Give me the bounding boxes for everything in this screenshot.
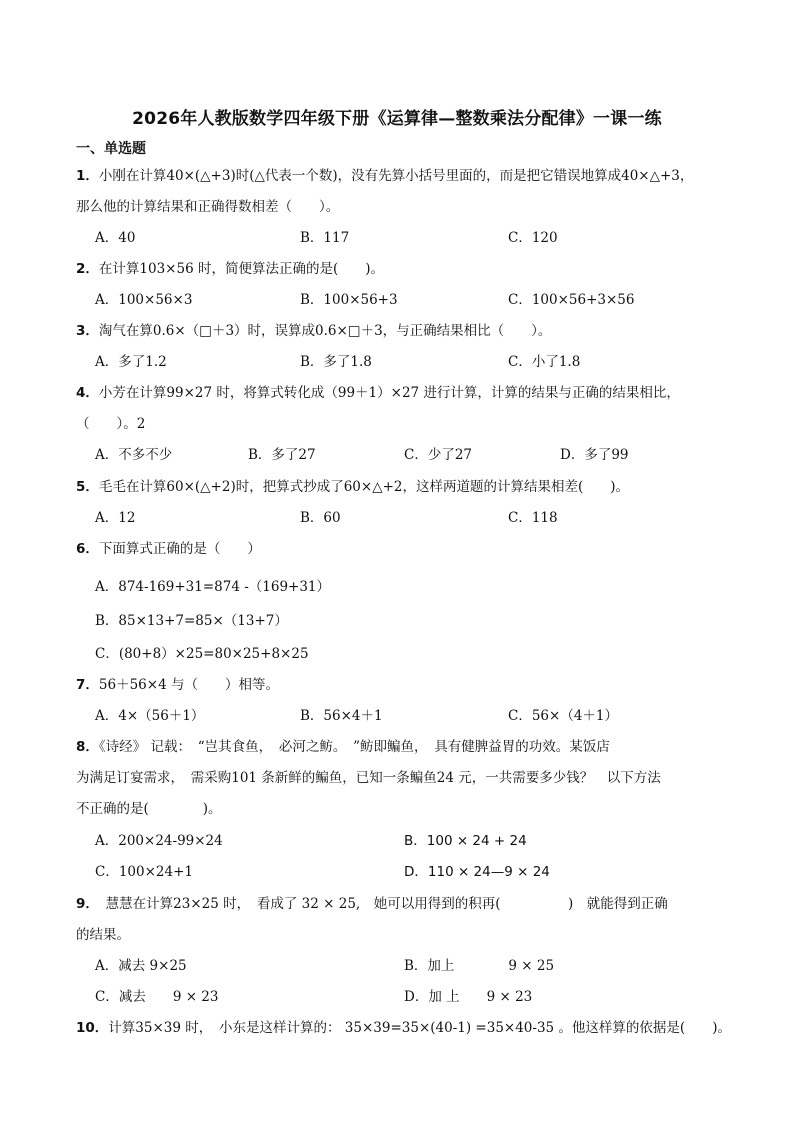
question-4-line-2: （ ）。2 (76, 416, 146, 432)
question-7-line-1 (76, 676, 279, 694)
question-number: 1． (76, 168, 99, 184)
question-2-option-b[interactable]: B．100×56+3 (300, 292, 398, 308)
question-8-option-b[interactable]: B．100 × 24 + 24 (404, 833, 527, 849)
question-1-line-1 (76, 167, 693, 185)
question-5-option-c[interactable]: C．118 (508, 510, 558, 526)
question-4-line-1 (76, 384, 680, 402)
question-number: 7． (76, 677, 99, 693)
question-4-option-b[interactable]: B．多了27 (248, 447, 316, 463)
question-4-option-d[interactable]: D．多了99 (560, 447, 629, 463)
question-9-option-d[interactable]: D．加 上 9 × 23 (404, 989, 533, 1005)
question-3-option-a[interactable]: A．多了1.2 (95, 354, 167, 370)
question-6-line-1 (76, 540, 261, 558)
question-3-line-1 (76, 322, 551, 340)
question-3-option-b[interactable]: B．多了1.8 (300, 354, 372, 370)
question-text: 毛毛在计算60×(△+2)时，把算式抄成了60×△+2，这样两道题的计算结果相差( )。 (98, 479, 630, 495)
question-4-option-c[interactable]: C．少了27 (404, 447, 473, 463)
question-text: 小刚在计算40×(△+3)时(△代表一个数)，没有先算小括号里面的，而是把它错误地算成40×△+3， (98, 168, 694, 184)
question-text: 淘气在算0.6×（□＋3）时，误算成0.6×□＋3，与正确结果相比（ ）。 (98, 323, 552, 339)
question-4-option-a[interactable]: A．不多不少 (95, 447, 173, 463)
question-8-option-c[interactable]: C．100×24+1 (95, 864, 193, 880)
question-number: 10． (76, 1020, 109, 1036)
question-5-option-b[interactable]: B．60 (300, 510, 341, 526)
question-text: 在计算103×56 时，简便算法正确的是( )。 (98, 261, 384, 277)
question-3-option-c[interactable]: C．小了1.8 (508, 354, 581, 370)
question-5-line-1 (76, 478, 629, 496)
question-number: 4． (76, 385, 99, 401)
question-6-option-a[interactable]: A．874-169+31=874 -（169+31） (95, 579, 331, 595)
question-8-option-d[interactable]: D．110 × 24—9 × 24 (404, 864, 550, 880)
question-number: 6． (76, 541, 99, 557)
question-text: 56＋56×4 与（ ）相等。 (98, 677, 279, 693)
question-9-option-c[interactable]: C．减去 9 × 23 (95, 989, 219, 1005)
question-text: 《诗经》 记载： “岂其食鱼， 必河之鲂。 ”鲂即鳊鱼， 具有健脾益胃的功效。某饭店 (98, 739, 610, 755)
question-text: 下面算式正确的是（ ） (98, 541, 261, 557)
question-number: 3． (76, 323, 99, 339)
question-10-line-1 (76, 1019, 731, 1037)
question-9-option-a[interactable]: A．减去 9×25 (95, 958, 187, 974)
question-1-line-2: 那么他的计算结果和正确得数相差（ ）。 (76, 199, 340, 215)
question-8-line-1 (76, 738, 610, 756)
question-9-line-1 (76, 895, 668, 913)
question-8-option-a[interactable]: A．200×24-99×24 (95, 833, 223, 849)
section-heading: 一、单选题 (76, 141, 146, 157)
question-number: 8． (76, 739, 99, 755)
question-6-option-b[interactable]: B．85×13+7=85×（13+7） (95, 613, 288, 629)
question-1-option-c[interactable]: C．120 (508, 230, 558, 246)
question-7-option-b[interactable]: B．56×4＋1 (300, 708, 383, 724)
question-7-option-a[interactable]: A．4×（56＋1） (95, 708, 205, 724)
question-7-option-c[interactable]: C．56×（4＋1） (508, 708, 618, 724)
question-text: 慧慧在计算23×25 时， 看成了 32 × 25, 她可以用得到的积再( ) 就能得到正确 (92, 896, 668, 912)
question-8-line-3: 不正确的是( )。 (76, 801, 222, 817)
question-8-line-2: 为满足订宴需求， 需采购101 条新鲜的鳊鱼，已知一条鳊鱼24 元，一共需要多少钱？ 以下方法 (76, 770, 661, 786)
question-2-option-c[interactable]: C．100×56+3×56 (508, 292, 635, 308)
question-1-option-b[interactable]: B．117 (300, 230, 350, 246)
question-2-option-a[interactable]: A．100×56×3 (95, 292, 193, 308)
question-number: 9． (76, 896, 93, 912)
question-text: 小芳在计算99×27 时，将算式转化成（99＋1）×27 进行计算，计算的结果与正确的结果相比， (98, 385, 680, 401)
question-6-option-c[interactable]: C．(80+8）×25=80×25+8×25 (95, 646, 309, 662)
question-number: 2． (76, 261, 99, 277)
question-text: 计算35×39 时， 小东是这样计算的： 35×39=35×(40-1) =35×40-35 。他这样算的依据是( )。 (108, 1020, 731, 1036)
question-9-line-2: 的结果。 (76, 927, 130, 943)
question-5-option-a[interactable]: A．12 (95, 510, 136, 526)
question-number: 5． (76, 479, 99, 495)
question-9-option-b[interactable]: B．加上 9 × 25 (404, 958, 555, 974)
page-title: 2026年人教版数学四年级下册《运算律—整数乘法分配律》一课一练 (132, 109, 662, 129)
question-2-line-1 (76, 260, 384, 278)
question-1-option-a[interactable]: A．40 (95, 230, 136, 246)
